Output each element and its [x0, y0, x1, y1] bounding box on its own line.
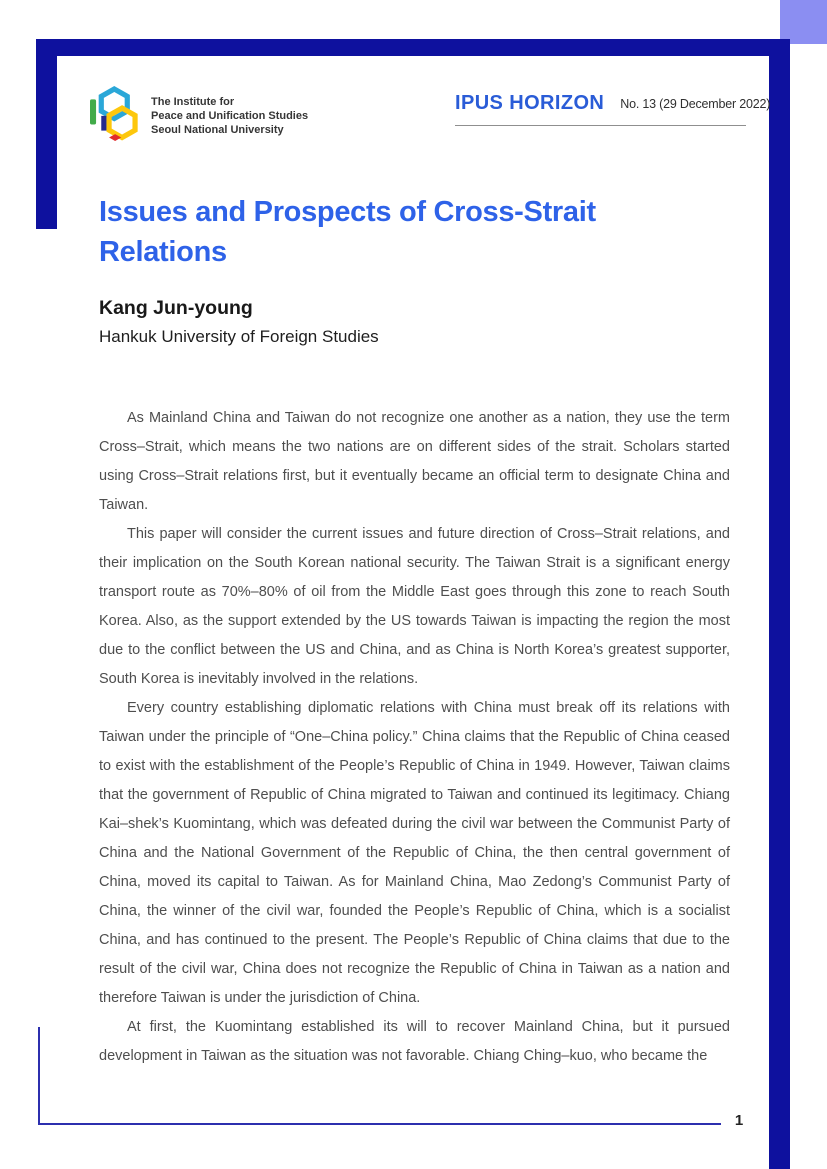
author-affiliation: Hankuk University of Foreign Studies [99, 327, 379, 346]
institute-name-line: Peace and Unification Studies [151, 110, 309, 122]
footer-corner-line-horizontal [38, 1123, 721, 1125]
article-title [99, 192, 679, 272]
ipus-logo-icon [90, 82, 142, 148]
paragraph: This paper will consider the current issues and future direction of Cross–Strait relations, and their implication on the South Korean national security. The Taiwan Strait is a significant energy transport route as 70%–80% of oil from the Middle East goes through this zone to reach South Korea. Also, as the support extended by the US towards Taiwan is impacting the region the most due to the conflict between the US and China, and as China is North Korea’s greatest supporter, South Korea is inevitably involved in the relations. [99, 526, 730, 687]
paragraph: Every country establishing diplomatic relations with China must break off its relations with Taiwan under the principle of “One–China policy.” China claims that the Republic of China ceased to exist with the establishment of the People’s Republic of China in 1949. However, Taiwan claims that the government of Republic of China migrated to Taiwan and continued its legitimacy. Chiang Kai–shek’s Kuomintang, which was defeated during the civil war between the Communist Party of China and the National Government of the Republic of China, the then central government of China, moved its capital to Taiwan. As for Mainland China, Mao Zedong’s Communist Party of China, the winner of the civil war, founded the People’s Republic of China, which is a socialist China, and has continued to the present. The People’s Republic of China claims that due to the result of the civil war, China does not recognize the Republic of China in Taiwan as a nation and therefore Taiwan is under the jurisdiction of China. [99, 700, 730, 1006]
paragraph: At first, the Kuomintang established its will to recover Mainland China, but it pursued development in Taiwan as the situation was not favorable. Chiang Ching–kuo, who became the [99, 1019, 730, 1064]
page-number: 1 [734, 1112, 744, 1129]
institute-name-line: The Institute for [151, 96, 235, 108]
institute-logo [90, 82, 308, 148]
frame-left-bar [36, 39, 57, 229]
article-body [99, 404, 730, 1071]
masthead-issue-number: No. 13 (29 December 2022) [620, 96, 771, 111]
footer-corner-line-vertical [38, 1027, 40, 1125]
corner-accent-square [780, 0, 827, 44]
frame-right-bar [769, 39, 790, 1169]
masthead-title: IPUS HORIZON [455, 92, 605, 114]
institute-name [151, 95, 308, 137]
masthead [455, 92, 771, 126]
article-title-line: Relations [99, 236, 227, 268]
article-title-line: Issues and Prospects of Cross-Strait [99, 196, 596, 228]
paragraph: As Mainland China and Taiwan do not recognize one another as a nation, they use the term Cross–Strait, which means the two nations are on different sides of the strait. Scholars started using Cross–Strait relations first, but it eventually became an official term to designate China and Taiwan. [99, 410, 730, 513]
frame-top-bar [36, 39, 790, 56]
author-name: Kang Jun-young [99, 297, 253, 319]
institute-name-line: Seoul National University [151, 124, 284, 136]
